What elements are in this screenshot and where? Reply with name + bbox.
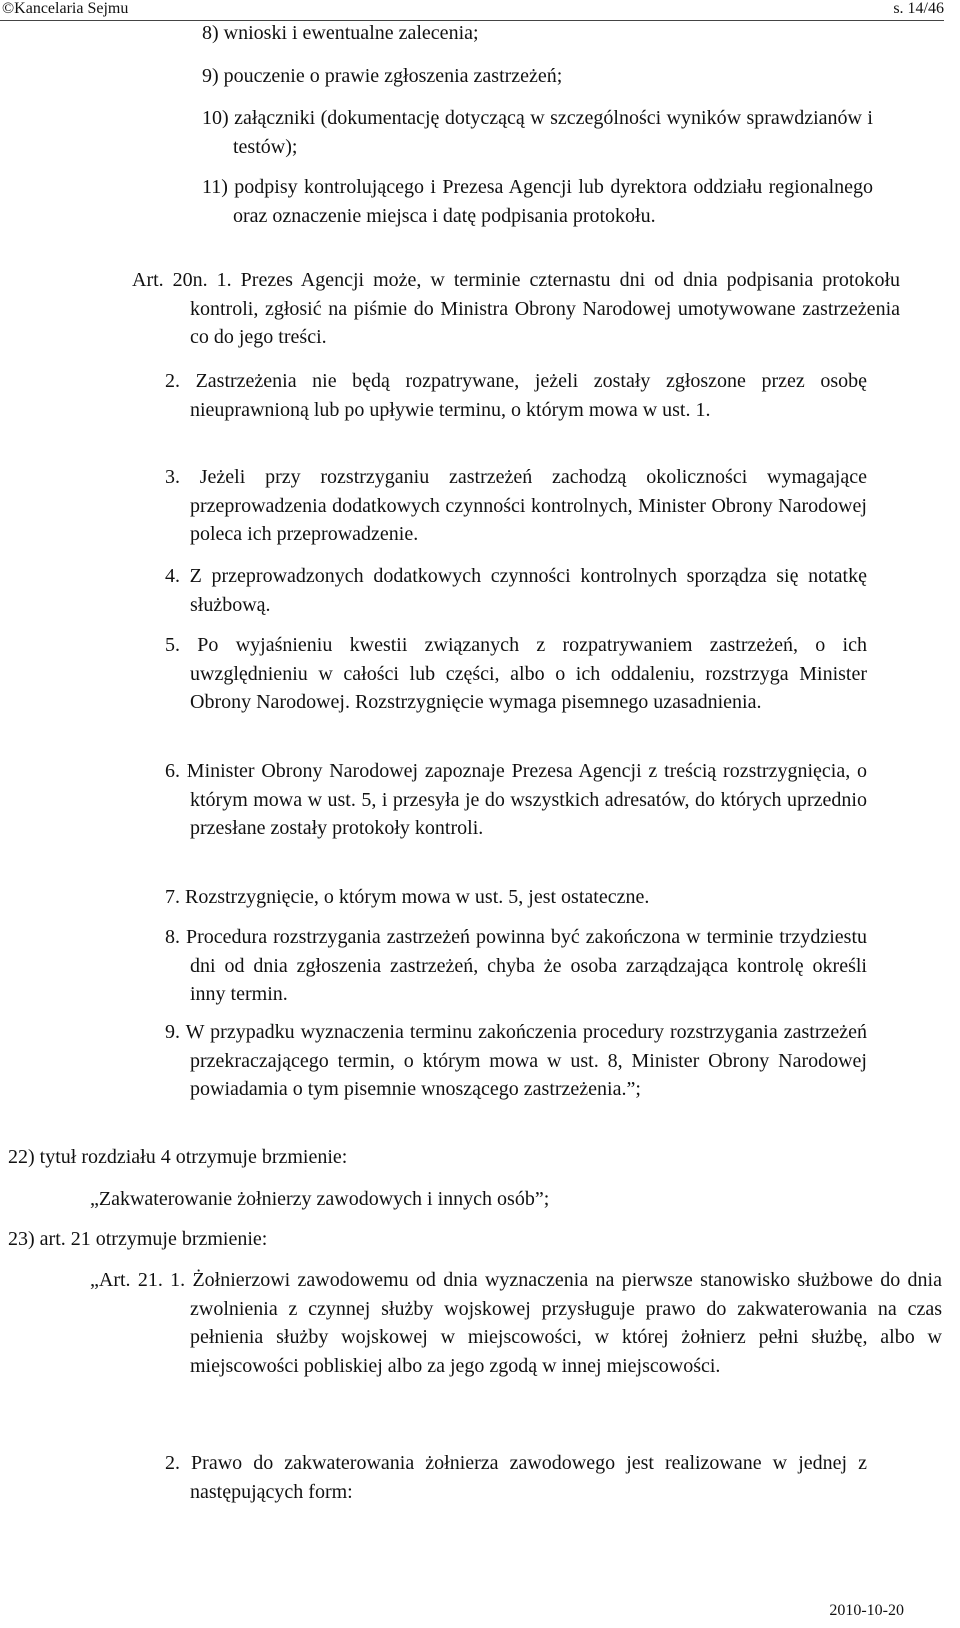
footer-date: 2010-10-20 <box>829 1602 904 1619</box>
art20n-paragraph-9: 9. W przypadku wyznaczenia terminu zakończenia procedury rozstrzygania zastrzeżeń przekraczającego termin, o którym mowa w ust. 8, Minister Obrony Narodowej powiadamia o tym pisemnie wnoszącego zastrzeżenia.”; <box>165 1021 867 1100</box>
art20n-paragraph-6: 6. Minister Obrony Narodowej zapoznaje Prezesa Agencji z treścią rozstrzygnięcia, o którym mowa w ust. 5, i przesyła je do wszystkich adresatów, do których uprzednio przesłane zostały protokoły kontroli. <box>165 760 867 839</box>
page-header <box>0 0 944 21</box>
list-item-8: 8) wnioski i ewentualne zalecenia; <box>202 22 479 44</box>
art21-paragraph-1: „Art. 21. 1. Żołnierzowi zawodowemu od dnia wyznaczenia na pierwsze stanowisko służbowe do dnia zwolnienia z czynnej służby wojskowej przysługuje prawo do zakwaterowania na czas pełnienia służby wojskowej w miejscowości, w której żołnierz pełni służbę, albo w miejscowości pobliskiej albo za jego zgodą w innej miejscowości. <box>90 1269 942 1377</box>
art21-paragraph-2: 2. Prawo do zakwaterowania żołnierza zawodowego jest realizowane w jednej z następujących form: <box>165 1452 867 1503</box>
list-item-11: 11) podpisy kontrolującego i Prezesa Agencji lub dyrektora oddziału regionalnego oraz oznaczenie miejsca i datę podpisania protokołu. <box>202 176 873 227</box>
header-copyright: ©Kancelaria Sejmu <box>2 0 129 17</box>
art20n-paragraph-3: 3. Jeżeli przy rozstrzyganiu zastrzeżeń zachodzą okoliczności wymagające przeprowadzenia dodatkowych czynności kontrolnych, Minister Obrony Narodowej poleca ich przeprowadzenie. <box>165 466 867 545</box>
amendment-22-intro: 22) tytuł rozdziału 4 otrzymuje brzmienie: <box>8 1146 348 1168</box>
list-item-10: 10) załączniki (dokumentację dotyczącą w szczególności wyników sprawdzianów i testów); <box>202 107 873 158</box>
art20n-paragraph-5: 5. Po wyjaśnieniu kwestii związanych z rozpatrywaniem zastrzeżeń, o ich uwzględnieniu w całości lub części, albo o ich oddaleniu, rozstrzyga Minister Obrony Narodowej. Rozstrzygnięcie wymaga pisemnego uzasadnienia. <box>165 634 867 713</box>
list-item-9: 9) pouczenie o prawie zgłoszenia zastrzeżeń; <box>202 65 563 87</box>
amendment-23-intro: 23) art. 21 otrzymuje brzmienie: <box>8 1228 268 1250</box>
chapter-4-title: „Zakwaterowanie żołnierzy zawodowych i innych osób”; <box>90 1188 550 1210</box>
art20n-paragraph-1: Art. 20n. 1. Prezes Agencji może, w terminie czternastu dni od dnia podpisania protokołu kontroli, zgłosić na piśmie do Ministra Obrony Narodowej umotywowane zastrzeżenia co do jego treści. <box>132 269 900 348</box>
art20n-paragraph-8: 8. Procedura rozstrzygania zastrzeżeń powinna być zakończona w terminie trzydziestu dni od dnia zgłoszenia zastrzeżeń, chyba że osoba zarządzająca kontrolę określi inny termin. <box>165 926 867 1005</box>
header-page-number: s. 14/46 <box>893 0 944 17</box>
art20n-paragraph-4: 4. Z przeprowadzonych dodatkowych czynności kontrolnych sporządza się notatkę służbową. <box>165 565 867 616</box>
art20n-paragraph-7: 7. Rozstrzygnięcie, o którym mowa w ust. 5, jest ostateczne. <box>165 886 650 908</box>
art20n-paragraph-2: 2. Zastrzeżenia nie będą rozpatrywane, jeżeli zostały zgłoszone przez osobę nieuprawnioną lub po upływie terminu, o którym mowa w ust. 1. <box>165 370 867 421</box>
